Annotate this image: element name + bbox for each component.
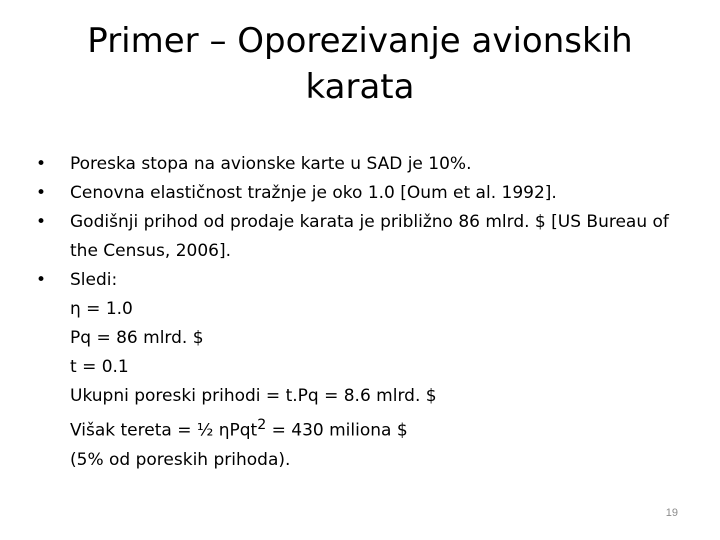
bullet-item [36,208,676,266]
deadweight-superscript: 2 [257,417,267,433]
slide-title [40,18,680,110]
bullet-item [36,150,676,179]
sledi-line-revenue: Ukupni poreski prihodi = t.Pq = 8.6 mlrd. $ [70,386,437,406]
bullet-icon: • [36,183,47,203]
sledi-line-deadweight [70,411,676,446]
bullet-icon: • [36,212,47,232]
deadweight-prefix: Višak tereta = ½ ηPqt [70,420,258,441]
deadweight-suffix: = 430 miliona $ [266,420,408,441]
bullet-text: Sledi: [70,270,118,290]
bullet-text: Godišnji prihod od prodaje karata je približno 86 mlrd. $ [US Bureau of the Census, 2006]. [70,212,669,261]
bullet-list [36,150,676,475]
bullet-text: Poreska stopa na avionske karte u SAD je 10%. [70,154,472,174]
page-number: 19 [665,507,678,519]
bullet-text: Cenovna elastičnost tražnje je oko 1.0 [Oum et al. 1992]. [70,183,557,203]
sledi-line-share: (5% od poreskih prihoda). [70,449,291,470]
sledi-line-t: t = 0.1 [70,357,129,377]
sledi-line-pq: Pq = 86 mlrd. $ [70,328,204,348]
bullet-item [36,266,676,475]
title-line-2: karata [305,67,415,107]
sledi-line-eta: η = 1.0 [70,299,133,319]
bullet-icon: • [36,154,47,174]
bullet-icon: • [36,270,47,290]
title-line-1: Primer – Oporezivanje avionskih [87,21,633,61]
bullet-item [36,179,676,208]
